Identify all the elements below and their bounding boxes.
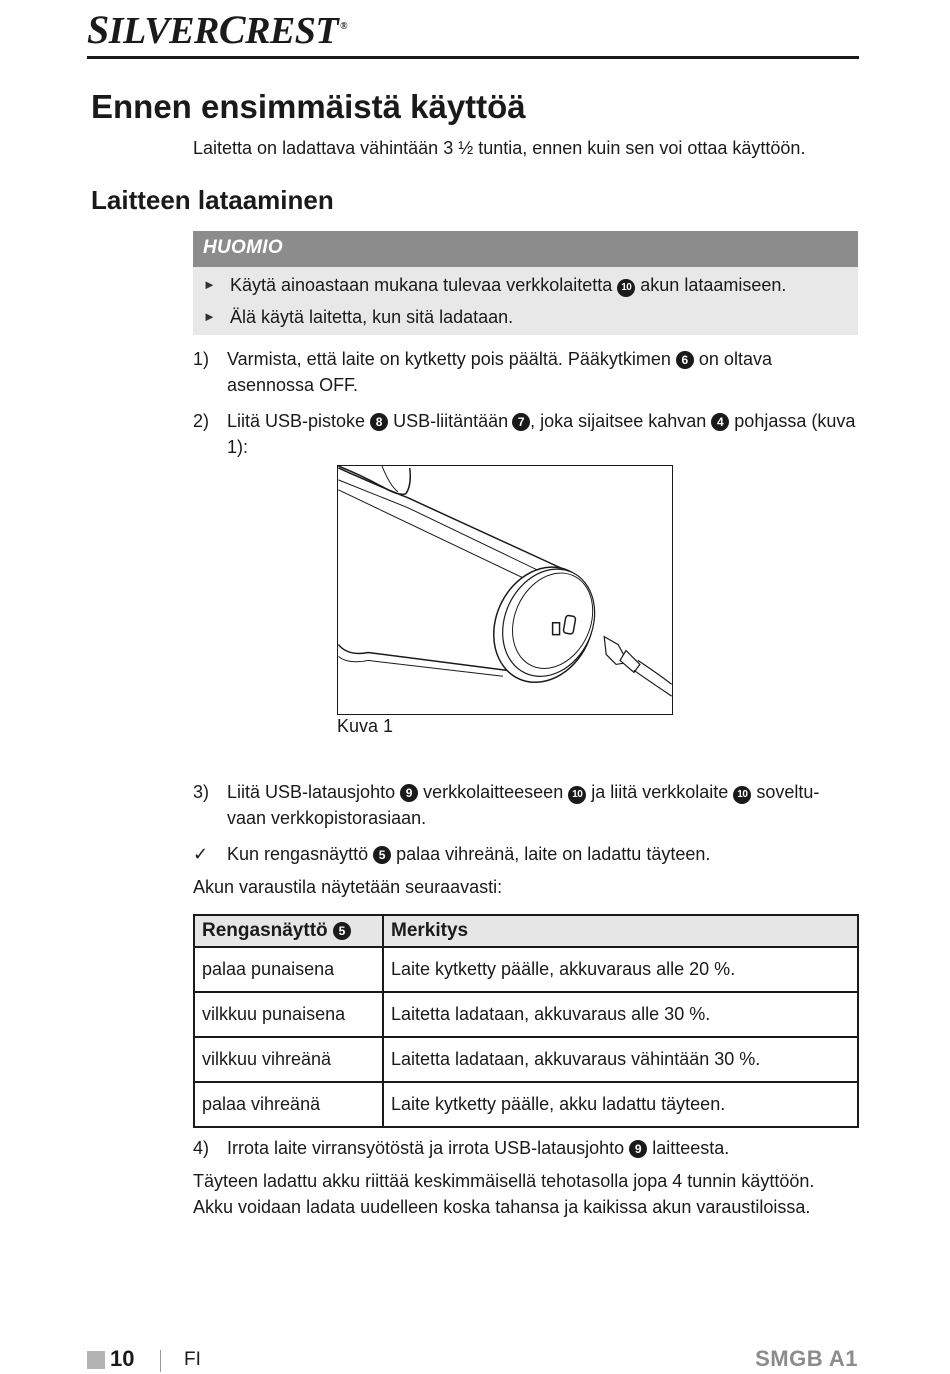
step-4: 4) Irrota laite virransyötöstä ja irrota USB-latausjohto 9 laitteesta. bbox=[193, 1135, 858, 1161]
reference-number: 8 bbox=[370, 413, 388, 431]
reference-number: 10 bbox=[617, 279, 635, 297]
step-number: 4) bbox=[193, 1138, 210, 1158]
table-row bbox=[194, 1082, 858, 1127]
status-intro: Akun varaustila näytetään seuraavasti: bbox=[193, 877, 503, 897]
device-illustration bbox=[337, 465, 673, 715]
meaning-cell: Laitetta ladataan, akkuvaraus vähintään 30 %. bbox=[383, 1037, 858, 1082]
status-cell: vilkkuu punaisena bbox=[194, 992, 383, 1037]
usb-charging-illustration bbox=[338, 466, 672, 714]
step-number: 3) bbox=[193, 782, 210, 802]
page-number: 10 bbox=[110, 1346, 135, 1371]
closing-text bbox=[193, 1168, 814, 1220]
column-header-meaning: Merkitys bbox=[383, 915, 858, 947]
footer-divider bbox=[160, 1350, 161, 1372]
footer-square-icon bbox=[87, 1351, 105, 1369]
closing-line: Akku voidaan ladata uudelleen koska tahansa ja kaikissa akun varaustiloissa. bbox=[193, 1197, 811, 1217]
step-number: 2) bbox=[193, 411, 210, 431]
reference-number: 7 bbox=[512, 413, 530, 431]
reference-number: 6 bbox=[676, 351, 694, 369]
intro-text: Laitetta on ladattava vähintään 3 ½ tuntia, ennen kuin sen voi ottaa käyttöön. bbox=[193, 138, 806, 158]
model-number: SMGB A1 bbox=[755, 1346, 858, 1371]
brand-logo: SILVERCREST ® bbox=[87, 7, 348, 52]
status-cell: palaa vihreänä bbox=[194, 1082, 383, 1127]
notice-box bbox=[193, 231, 858, 335]
figure-caption: Kuva 1 bbox=[337, 716, 394, 736]
reference-number: 10 bbox=[733, 786, 751, 804]
step-number: 1) bbox=[193, 349, 210, 369]
meaning-cell: Laite kytketty päälle, akkuvaraus alle 20 %. bbox=[383, 947, 858, 992]
subsection-title: Laitteen lataaminen bbox=[91, 185, 334, 215]
notice-heading: HUOMIO bbox=[193, 231, 858, 267]
notice-item: ► Älä käytä laitetta, kun sitä ladataan. bbox=[193, 301, 858, 333]
result-line: ✓ Kun rengasnäyttö 5 palaa vihreänä, laite on ladattu täyteen. bbox=[193, 841, 858, 867]
notice-item: ► Käytä ainoastaan mukana tulevaa verkkolaitetta 10 akun lataamiseen. bbox=[193, 269, 858, 301]
section-title: Ennen ensimmäistä käyttöä bbox=[91, 88, 526, 125]
status-cell: vilkkuu vihreänä bbox=[194, 1037, 383, 1082]
table-header-row bbox=[194, 915, 858, 947]
step-1: 1) Varmista, että laite on kytketty pois päältä. Pääkytkimen 6 on oltava asennossa OFF. bbox=[193, 346, 858, 398]
ring-display-table bbox=[193, 914, 859, 1128]
meaning-cell: Laite kytketty päälle, akku ladattu täyteen. bbox=[383, 1082, 858, 1127]
reference-number: 10 bbox=[568, 786, 586, 804]
closing-line: Täyteen ladattu akku riittää keskimmäisellä tehotasolla jopa 4 tunnin käyttöön. bbox=[193, 1171, 815, 1191]
reference-number: 9 bbox=[400, 784, 418, 802]
column-header-ring-display: Rengasnäyttö 5 bbox=[194, 915, 383, 947]
arrow-bullet-icon: ► bbox=[203, 277, 216, 292]
step-2: 2) Liitä USB-pistoke 8 USB-liitäntään 7 , joka sijaitsee kahvan 4 pohjassa (kuva 1): bbox=[193, 408, 858, 460]
table-row bbox=[194, 947, 858, 992]
header-rule bbox=[87, 56, 859, 59]
reference-number: 5 bbox=[373, 846, 391, 864]
checkmark-icon: ✓ bbox=[193, 844, 209, 864]
meaning-cell: Laitetta ladataan, akkuvaraus alle 30 %. bbox=[383, 992, 858, 1037]
reference-number: 9 bbox=[629, 1140, 647, 1158]
reference-number: 4 bbox=[711, 413, 729, 431]
language-code: FI bbox=[184, 1349, 201, 1370]
table-row bbox=[194, 1037, 858, 1082]
status-cell: palaa punaisena bbox=[194, 947, 383, 992]
arrow-bullet-icon: ► bbox=[203, 309, 216, 324]
reference-number: 5 bbox=[333, 922, 351, 940]
step-3: 3) Liitä USB-latausjohto 9 verkkolaitteeseen 10 ja liitä verkkolaite 10 soveltu-vaan verkkopistorasiaan. bbox=[193, 779, 858, 831]
table-row bbox=[194, 992, 858, 1037]
